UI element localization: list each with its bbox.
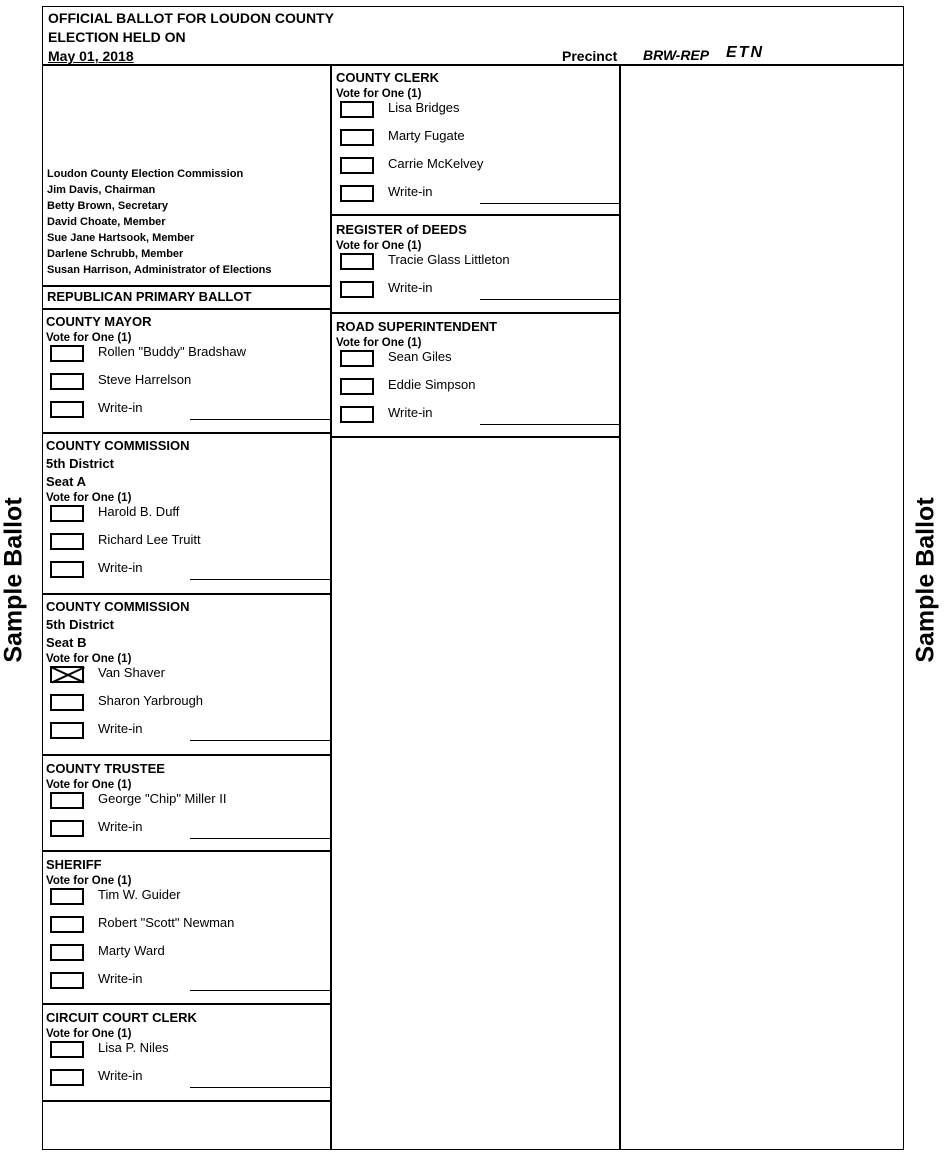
ballot-title: OFFICIAL BALLOT FOR LOUDON COUNTY: [48, 10, 334, 26]
marked-vote-box[interactable]: [50, 666, 84, 683]
vote-box[interactable]: [50, 1041, 84, 1058]
divider: [42, 308, 331, 310]
vote-box[interactable]: [50, 972, 84, 989]
candidate-name: Tracie Glass Littleton: [388, 252, 510, 267]
divider: [42, 850, 331, 852]
write-in-option[interactable]: [46, 716, 328, 744]
candidate-name: Eddie Simpson: [388, 377, 476, 392]
write-in-option[interactable]: [46, 814, 328, 842]
vote-box[interactable]: [340, 406, 374, 423]
write-in-option[interactable]: [336, 400, 618, 428]
candidate-option[interactable]: [336, 151, 618, 179]
vote-box[interactable]: [340, 350, 374, 367]
candidate-option[interactable]: [46, 499, 328, 527]
candidate-option[interactable]: [336, 123, 618, 151]
candidate-name: Harold B. Duff: [98, 504, 180, 519]
vote-for-instruction: Vote for One (1): [336, 88, 422, 100]
candidate-option[interactable]: [46, 527, 328, 555]
commission-line: Jim Davis, Chairman: [47, 184, 156, 196]
candidate-name: Write-in: [98, 721, 143, 736]
candidate-name: Sean Giles: [388, 349, 452, 364]
candidate-name: Write-in: [98, 1068, 143, 1083]
vote-box[interactable]: [50, 916, 84, 933]
vote-for-instruction: Vote for One (1): [46, 492, 132, 504]
sample-ballot-left-label: Sample Ballot: [0, 497, 28, 663]
candidate-name: Lisa P. Niles: [98, 1040, 169, 1055]
candidate-option[interactable]: [46, 938, 328, 966]
write-in-option[interactable]: [46, 966, 328, 994]
race-sheriff: [46, 856, 328, 994]
precinct-handwritten: ETN: [726, 44, 764, 61]
candidate-option[interactable]: [336, 372, 618, 400]
vote-for-instruction: Vote for One (1): [336, 240, 422, 252]
race-title: COUNTY COMMISSION: [46, 438, 190, 453]
commission-line: Betty Brown, Secretary: [47, 200, 169, 212]
write-in-option[interactable]: [46, 555, 328, 583]
vote-box[interactable]: [50, 888, 84, 905]
divider: [42, 285, 331, 287]
race-subtitle: 5th District: [46, 456, 114, 471]
vote-for-instruction: Vote for One (1): [46, 1028, 132, 1040]
write-in-option[interactable]: [336, 179, 618, 207]
candidate-option[interactable]: [336, 95, 618, 123]
race-subtitle: 5th District: [46, 617, 114, 632]
write-in-option[interactable]: [46, 395, 328, 423]
write-in-option[interactable]: [46, 1063, 328, 1091]
commission-line: Sue Jane Hartsook, Member: [47, 232, 195, 244]
election-commission-list: [47, 166, 272, 278]
candidate-name: Richard Lee Truitt: [98, 532, 201, 547]
write-in-line[interactable]: [480, 299, 620, 300]
primary-ballot-label: REPUBLICAN PRIMARY BALLOT: [47, 289, 252, 304]
race-register-of-deeds: [336, 221, 618, 303]
candidate-name: Marty Fugate: [388, 128, 465, 143]
race-title: COUNTY TRUSTEE: [46, 761, 165, 776]
vote-box[interactable]: [50, 345, 84, 362]
race-subtitle: Seat A: [46, 474, 86, 489]
vote-box[interactable]: [340, 157, 374, 174]
race-title: SHERIFF: [46, 857, 102, 872]
vote-box[interactable]: [340, 378, 374, 395]
race-subtitle: Seat B: [46, 635, 87, 650]
vote-box[interactable]: [50, 505, 84, 522]
candidate-option[interactable]: [336, 344, 618, 372]
vote-box[interactable]: [340, 101, 374, 118]
vote-for-instruction: Vote for One (1): [46, 779, 132, 791]
divider: [42, 432, 331, 434]
vote-box[interactable]: [50, 561, 84, 578]
race-road-superintendent: [336, 318, 618, 428]
divider: [42, 1100, 331, 1102]
commission-line: David Choate, Member: [47, 216, 166, 228]
column-divider-2: [619, 64, 621, 1150]
candidate-name: Write-in: [98, 971, 143, 986]
vote-for-instruction: Vote for One (1): [46, 875, 132, 887]
commission-line: Susan Harrison, Administrator of Elections: [47, 264, 272, 276]
candidate-name: Steve Harrelson: [98, 372, 192, 387]
write-in-line[interactable]: [190, 990, 330, 991]
write-in-line[interactable]: [190, 838, 330, 839]
candidate-name: Write-in: [98, 560, 143, 575]
race-title: CIRCUIT COURT CLERK: [46, 1010, 197, 1025]
vote-for-instruction: Vote for One (1): [46, 332, 132, 344]
race-title: COUNTY CLERK: [336, 70, 440, 85]
vote-box[interactable]: [50, 533, 84, 550]
write-in-line[interactable]: [190, 740, 330, 741]
candidate-name: Van Shaver: [98, 665, 165, 680]
divider: [42, 754, 331, 756]
candidate-option[interactable]: [46, 882, 328, 910]
race-county-trustee: [46, 760, 328, 842]
vote-box[interactable]: [50, 1069, 84, 1086]
race-title: COUNTY MAYOR: [46, 314, 152, 329]
candidate-name: Rollen "Buddy" Bradshaw: [98, 344, 246, 359]
divider: [331, 214, 620, 216]
candidate-name: Carrie McKelvey: [388, 156, 484, 171]
candidate-name: Robert "Scott" Newman: [98, 915, 235, 930]
vote-box[interactable]: [340, 129, 374, 146]
candidate-option[interactable]: [46, 367, 328, 395]
candidate-name: George "Chip" Miller II: [98, 791, 227, 806]
vote-box[interactable]: [50, 722, 84, 739]
candidate-option[interactable]: [46, 339, 328, 367]
commission-line: Darlene Schrubb, Member: [47, 248, 184, 260]
race-county-commission-seat-b: [46, 598, 328, 744]
vote-box[interactable]: [50, 373, 84, 390]
candidate-option[interactable]: [46, 688, 328, 716]
candidate-name: Marty Ward: [98, 943, 165, 958]
commission-line: Loudon County Election Commission: [47, 168, 244, 180]
candidate-option[interactable]: [46, 786, 328, 814]
race-county-commission-seat-a: [46, 437, 328, 583]
candidate-name: Tim W. Guider: [98, 887, 181, 902]
race-title: ROAD SUPERINTENDENT: [336, 319, 498, 334]
candidate-name: Sharon Yarbrough: [98, 693, 204, 708]
vote-box[interactable]: [50, 792, 84, 809]
race-county-clerk: [336, 69, 618, 207]
divider: [331, 312, 620, 314]
vote-for-instruction: Vote for One (1): [46, 653, 132, 665]
vote-box[interactable]: [340, 281, 374, 298]
vote-box[interactable]: [340, 253, 374, 270]
vote-box[interactable]: [50, 694, 84, 711]
write-in-option[interactable]: [336, 275, 618, 303]
sample-ballot-right-label: Sample Ballot: [911, 497, 940, 663]
column-divider-1: [330, 64, 332, 1150]
vote-box[interactable]: [50, 820, 84, 837]
candidate-option[interactable]: [336, 247, 618, 275]
vote-box[interactable]: [50, 944, 84, 961]
write-in-line[interactable]: [190, 419, 330, 420]
write-in-line[interactable]: [480, 424, 620, 425]
candidate-name: Write-in: [388, 184, 433, 199]
candidate-option[interactable]: [46, 660, 328, 688]
vote-box[interactable]: [340, 185, 374, 202]
race-circuit-court-clerk: [46, 1009, 328, 1091]
candidate-option[interactable]: [46, 910, 328, 938]
write-in-line[interactable]: [480, 203, 620, 204]
precinct-label: Precinct: [562, 48, 618, 64]
candidate-name: Write-in: [98, 819, 143, 834]
divider: [42, 1003, 331, 1005]
precinct-code: BRW-REP: [643, 47, 710, 63]
candidate-name: Lisa Bridges: [388, 100, 460, 115]
write-in-line[interactable]: [190, 579, 330, 580]
election-date: May 01, 2018: [48, 48, 134, 64]
header-divider: [42, 64, 904, 66]
candidate-name: Write-in: [98, 400, 143, 415]
candidate-name: Write-in: [388, 405, 433, 420]
candidate-name: Write-in: [388, 280, 433, 295]
election-held-label: ELECTION HELD ON: [48, 29, 186, 45]
race-county-mayor: [46, 313, 328, 423]
vote-box[interactable]: [50, 401, 84, 418]
race-title: REGISTER of DEEDS: [336, 222, 467, 237]
divider: [331, 436, 620, 438]
divider: [42, 593, 331, 595]
vote-for-instruction: Vote for One (1): [336, 337, 422, 349]
write-in-line[interactable]: [190, 1087, 330, 1088]
race-title: COUNTY COMMISSION: [46, 599, 190, 614]
candidate-option[interactable]: [46, 1035, 328, 1063]
